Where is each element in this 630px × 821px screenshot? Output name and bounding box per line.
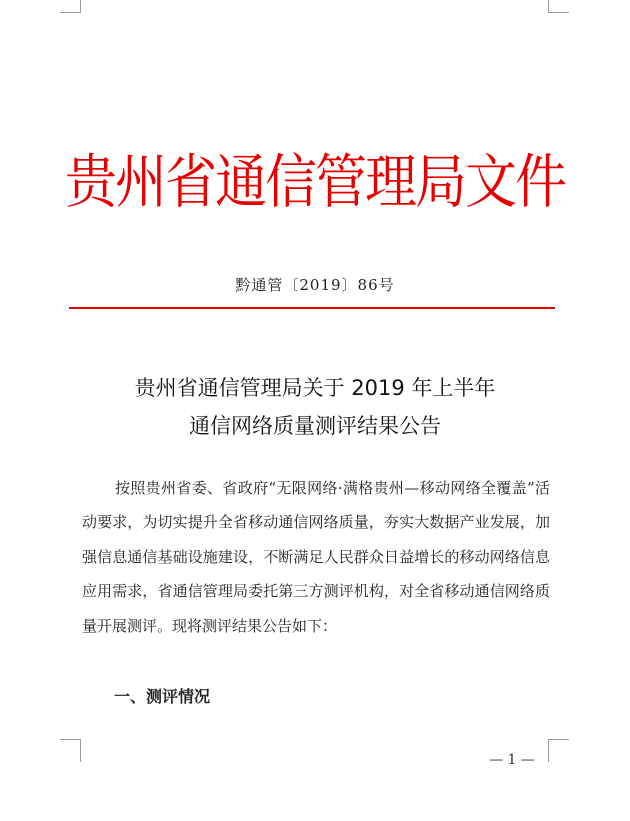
document-title-line-1: 贵州省通信管理局关于 2019 年上半年	[134, 376, 496, 400]
crop-mark-bottom-left	[60, 739, 81, 762]
body-text	[82, 471, 550, 643]
section-heading: 一、测评情况	[114, 687, 211, 706]
page-number: — 1 —	[489, 752, 535, 768]
red-header-title: 贵州省通信管理局文件	[64, 149, 565, 217]
paragraph-1: 按照贵州省委、省政府“无限网络·满格贵州—移动网络全覆盖”活动要求，为切实提升全省移动通信网络质量，夯实大数据产业发展，加强信息通信基础设施建设，不断满足人民群众日益增长的移动网络信息应用需求，省通信管理局委托第三方测评机构，对全省移动通信网络质量开展测评。现将测评结果公告如下：	[82, 479, 550, 635]
crop-mark-top-right	[548, 0, 569, 13]
red-separator-line	[69, 307, 555, 309]
document-number: 黔通管〔2019〕86号	[235, 276, 395, 294]
crop-mark-bottom-right	[548, 739, 569, 762]
crop-mark-top-left	[60, 0, 81, 13]
document-title-line-2: 通信网络质量测评结果公告	[189, 414, 441, 438]
document-title	[0, 369, 630, 445]
